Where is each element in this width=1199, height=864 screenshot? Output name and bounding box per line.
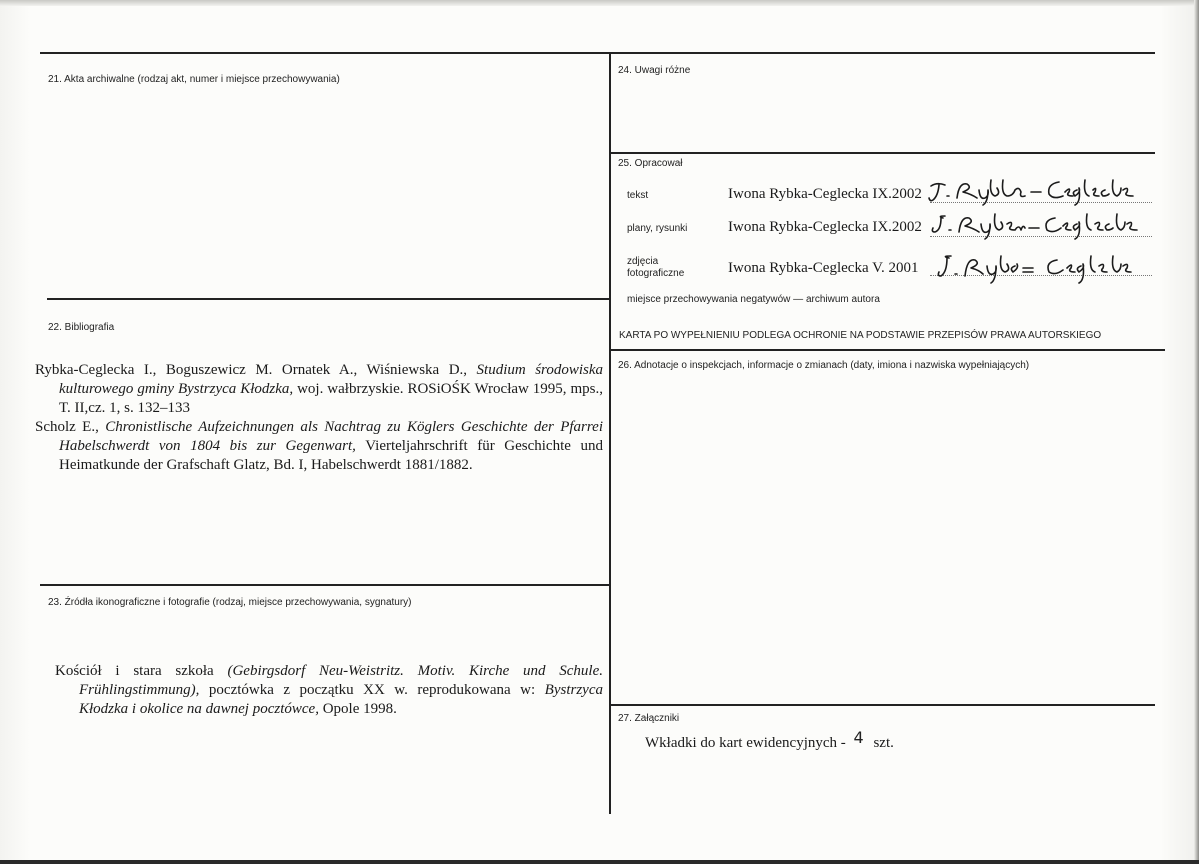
entry-text: Vierteljahrschrift für Geschichte und Heimatkunde der Grafschaft Glatz, Bd. I, Habelschwerdt 1881/1882. [59,438,603,473]
rule-center-divider [609,52,611,814]
attachments-suffix: szt. [873,735,894,751]
scan-edge-bottom [0,860,1199,864]
attachments-prefix: Wkładki do kart ewidencyjnych - [645,735,846,751]
entry-text: Kościół i stara szkoła [55,663,228,679]
scan-edge-top [0,0,1199,6]
section-21-label: 21. Akta archiwalne (rodzaj akt, numer i miejsce przechowywania) [48,74,340,85]
copyright-notice: KARTA PO WYPEŁNIENIU PODLEGA OCHRONIE NA PODSTAWIE PRZEPISÓW PRAWA AUTORSKIEGO [619,330,1102,341]
section-22-label: 22. Bibliografia [48,322,115,333]
rule-21-22 [47,298,610,300]
rule-25-26 [610,349,1165,351]
italic-title: Studium środowiska kulturowego gminy Bystrzyca Kłodzka, [59,362,604,397]
rule-24-25 [610,152,1155,154]
rule-26-27 [610,704,1155,706]
signature-1 [925,176,1155,206]
prepared-photos-value: Iwona Rybka-Ceglecka V. 2001 [728,260,919,276]
prepared-plans-value: Iwona Rybka-Ceglecka IX.2002 [728,219,922,235]
negatives-storage-label: miejsce przechowywania negatywów — archiwum autora [627,294,880,305]
italic-title: Chronistlische Aufzeichnungen als Nachtrag zu Köglers Geschichte der Pfarrei Habelschwerdt von 1804 bis zur Gegenwart, [59,419,603,454]
section-24-label: 24. Uwagi różne [618,65,691,76]
italic-title: (Gebirgsdorf Neu-Weistritz. Motiv. Kirche und Schule. Frühlingstimmung), [79,663,603,698]
section-25-label: 25. Opracował [618,158,683,169]
iconographic-entry [55,662,603,719]
attachments-text [645,728,894,752]
entry-text: pocztówka z początku XX w. reprodukowana w: [199,682,545,698]
prepared-text-value: Iwona Rybka-Ceglecka IX.2002 [728,186,922,202]
bibliography-entries [35,361,603,475]
section-27-label: 27. Załączniki [618,713,680,724]
signature-2 [925,210,1155,240]
scan-edge-right [1194,0,1199,864]
entry-text: Scholz E., [35,419,106,435]
entry-text: woj. wałbrzyskie. ROSiOŚK Wrocław 1995, mps., T. II,cz. 1, s. 132–133 [59,381,603,416]
bibliography-entry [35,361,603,418]
section-26-label: 26. Adnotacje o inspekcjach, informacje o zmianach (daty, imiona i nazwiska wypełniających) [618,360,1030,371]
signature-3 [925,250,1155,284]
prepared-text-label: tekst [627,190,649,201]
rule-22-23 [40,584,610,586]
entry-text: Rybka-Ceglecka I., Boguszewicz M. Ornatek A., Wiśniewska D., [35,362,477,378]
attachments-count: 4 [853,728,864,747]
section-23-label: 23. Źródła ikonograficzne i fotografie (rodzaj, miejsce przechowywania, sygnatury) [48,597,412,608]
prepared-plans-label: plany, rysunki [627,223,688,234]
entry-text: Opole 1998. [318,701,397,717]
prepared-photos-label: zdjęcia fotograficzne [627,256,685,279]
iconographic-sources-entries [55,662,603,719]
bibliography-entry [35,418,603,475]
italic-title: Bystrzyca Kłodzka i okolice na dawnej pocztówce, [79,682,603,717]
rule-top [40,52,1155,54]
